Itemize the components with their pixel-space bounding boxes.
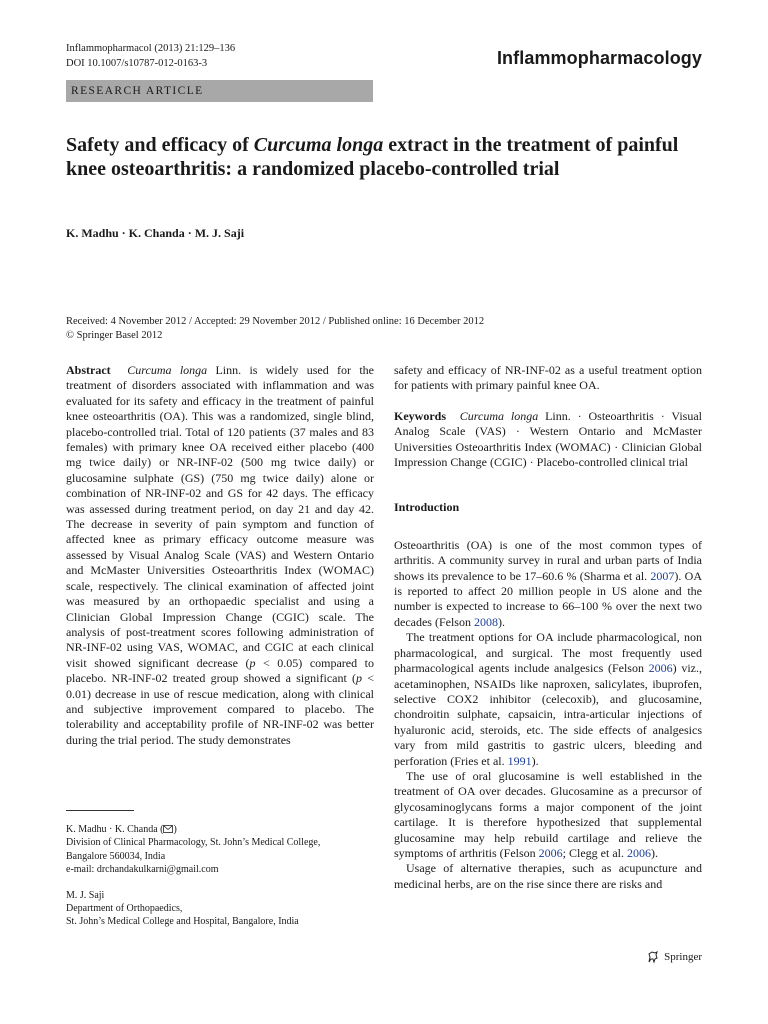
intro-paragraph: Usage of alternative therapies, such as acupuncture and medicinal herbs, are on the rise since there are risks and xyxy=(394,861,702,891)
intro-paragraph xyxy=(394,630,702,769)
citation-link[interactable]: 2006 xyxy=(538,845,563,860)
right-column xyxy=(394,363,702,892)
p-value-symbol: p xyxy=(249,655,256,670)
abstract-text: Linn. is widely used for the treatment of disorders associated with inflammation and was evaluated for its safety and efficacy in the treatment of painful knee osteoarthritis (OA). This was a randomized, single blind, placebo-controlled trial. Total of 120 patients (37 males and 83 females) with primary knee OA received either placebo (400 mg twice daily) or NR-INF-02 (500 mg twice daily) or glucosamine sulphate (GS) (750 mg twice daily) alone or combination of NR-INF-02 and GS for 42 days. The efficacy was assessed during treatment period, on day 21 and day 42. The decrease in severity of pain symptom and function of affected knee as primary efficacy outcome measure was assessed by Visual Analog Scale (VAS) and Western Ontario and McMaster Universities Osteoarthritis Index (WOMAC) scale, respectively. The clinical examination of affected joint was measured by an orthopaedic specialist and using a Clinician Global Impression Change (CGIC) scale. The analysis of post-treatment scores following administration of NR-INF-02 using VAS, WOMAC, and CGIC at each clinical visit showed significant decrease ( xyxy=(66,363,374,670)
abstract-continued: safety and efficacy of NR-INF-02 as a useful treatment option for patients with primary painful knee OA. xyxy=(394,363,702,393)
citation-link[interactable]: 2007 xyxy=(650,568,675,583)
title-part: extract in the treatment of painful knee osteoarthritis: a randomized placebo-controlled trial xyxy=(66,134,679,180)
affiliations xyxy=(66,823,386,929)
article-type-banner xyxy=(66,80,373,102)
publisher-logo xyxy=(646,950,702,964)
springer-horse-icon xyxy=(646,950,660,964)
intro-text: ). xyxy=(531,753,539,768)
publisher-name: Springer xyxy=(664,951,702,963)
paper-title xyxy=(66,133,706,181)
publication-dates xyxy=(66,315,484,343)
affiliation-email[interactable]: e-mail: drchandakulkarni@gmail.com xyxy=(66,864,219,876)
intro-text: ; Clegg et al. xyxy=(562,845,627,860)
abstract-label: Abstract xyxy=(66,363,111,377)
footnote-rule xyxy=(66,810,134,811)
abstract-text: < 0.05) compared to placebo. NR-INF-02 treated group showed a significant ( xyxy=(66,655,374,686)
intro-text: ). xyxy=(497,614,505,629)
title-species: Curcuma longa xyxy=(253,134,384,156)
title-part: Safety and efficacy of xyxy=(66,134,254,156)
citation-link[interactable]: 2006 xyxy=(627,845,651,860)
intro-paragraph xyxy=(394,538,702,630)
intro-text: The treatment options for OA include pharmacological, non pharmacological, and surgical. The most frequently used pharmacological agents include analgesics (Felson xyxy=(394,630,702,676)
author-list: K. Madhu · K. Chanda · M. J. Saji xyxy=(66,226,245,240)
keywords-label: Keywords xyxy=(394,408,446,423)
affiliation-close: ) xyxy=(173,824,177,835)
left-column xyxy=(66,363,374,748)
citation: Inflammopharmacol (2013) 21:129–136 xyxy=(66,43,236,54)
citation-block xyxy=(66,41,235,71)
journal-name: Inflammopharmacology xyxy=(496,48,702,68)
section-heading-introduction: Introduction xyxy=(394,500,460,515)
intro-text: ). xyxy=(651,845,658,860)
citation-link[interactable]: 2008 xyxy=(473,614,498,629)
affiliation-address: Bangalore 560034, India xyxy=(66,850,166,862)
affiliation-authors xyxy=(66,823,386,836)
intro-text: Osteoarthritis (OA) is one of the most common types of arthritis. A community survey in rural and urban parts of India shows its prevalence to be 17–60.6 % (Sharma et al. xyxy=(394,537,702,583)
envelope-icon[interactable] xyxy=(163,824,173,835)
affiliation-author: M. J. Saji xyxy=(66,889,105,901)
affiliation-dept: Department of Orthopaedics, xyxy=(66,903,183,915)
affiliation-dept: Division of Clinical Pharmacology, St. John’s Medical College, xyxy=(66,837,321,849)
intro-text: ). OA is reported to affect 20 million people in US alone and the number is expected to increase to 66–100 % over the next two decades (Felson xyxy=(394,568,702,629)
keywords xyxy=(394,409,702,471)
intro-paragraph xyxy=(394,769,702,861)
citation-link[interactable]: 2006 xyxy=(648,661,673,676)
article-type-label: RESEARCH ARTICLE xyxy=(71,85,204,97)
affiliation-address: St. John’s Medical College and Hospital, Bangalore, India xyxy=(66,916,299,928)
intro-text: ) viz., acetaminophen, NSAIDs like naproxen, salicylates, ibuprofen, selective COX2 inhibitor (celecoxib), and glucosamine, chondroitin sulphate, capsaicin, intra-articular injections of hyaluronic acid, steroids, etc. The side effects of analgesics vary from mild gastritis to gastric ulcers, bleeding and perforation (Fries et al. xyxy=(394,661,702,768)
abstract-text: < 0.01) decrease in use of rescue medication, along with clinical and subjective improvement compared to placebo. The tolerability and acceptability profile of NR-INF-02 was better during the trial period. The study demonstrates xyxy=(66,671,374,747)
intro-text: The use of oral glucosamine is well established in the treatment of OA over decades. Glucosamine as a precursor of glycosaminoglycans forms a major component of the joint cartilage. It is therefore hypothesized that supplemental glucosamine may help rebuild cartilage and relieve the symptoms of arthritis (Felson xyxy=(394,768,702,860)
citation-link[interactable]: 1991 xyxy=(507,753,532,768)
affiliation-names: K. Madhu · K. Chanda ( xyxy=(66,824,164,835)
spacer xyxy=(66,877,386,889)
keywords-text: Linn. · Osteoarthritis · Visual Analog Scale (VAS) · Western Ontario and McMaster Universities Osteoarthritis Index (WOMAC) · Clinician Global Impression Change (CGIC) · Placebo-controlled clinical trial xyxy=(394,408,702,470)
abstract-species: Curcuma longa xyxy=(127,363,208,377)
abstract xyxy=(66,363,374,748)
doi: DOI 10.1007/s10787-012-0163-3 xyxy=(66,58,208,69)
dates-line: Received: 4 November 2012 / Accepted: 29 November 2012 / Published online: 16 December 2012 xyxy=(66,316,485,327)
copyright-line: © Springer Basel 2012 xyxy=(66,330,163,341)
p-value-symbol: p xyxy=(356,671,363,686)
keywords-species: Curcuma longa xyxy=(459,408,539,423)
